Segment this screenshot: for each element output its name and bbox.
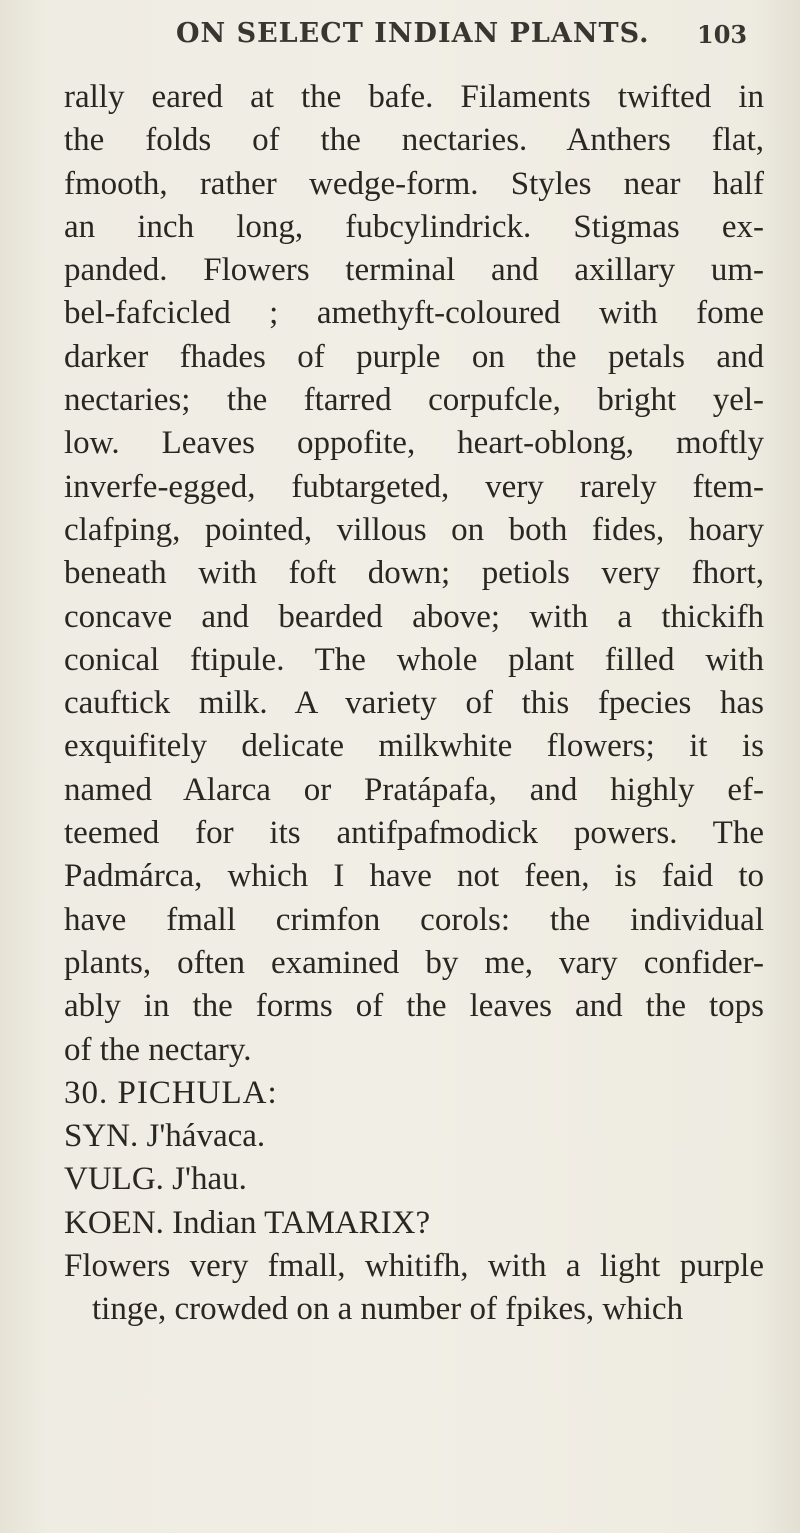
text-line: the folds of the nectaries. Anthers flat, (64, 122, 764, 159)
text-line: Flowers very fmall, whitifh, with a light purple (64, 1248, 764, 1285)
entry-heading: 30. PICHULA: (64, 1074, 278, 1111)
text-line: inverfe-egged, fubtargeted, very rarely ftem- (64, 468, 764, 505)
text-line: bel-fafcicled ; amethyft-coloured with fome (64, 295, 764, 332)
text-line: have fmall crimfon corols: the individual (64, 901, 764, 938)
text-line: of the nectary. (64, 1031, 252, 1068)
text-line: panded. Flowers terminal and axillary um- (64, 252, 764, 289)
text-line: conical ftipule. The whole plant filled with (64, 641, 764, 678)
text-line: plants, often examined by me, vary confider- (64, 944, 764, 981)
text-line: exquifitely delicate milkwhite flowers; it is (64, 728, 764, 765)
koenig-name-line: KOEN. Indian TAMARIX? (64, 1204, 431, 1241)
running-title: ON SELECT INDIAN PLANTS. (176, 18, 650, 49)
page-header (0, 18, 800, 58)
text-line: Padmárca, which I have not feen, is faid to (64, 858, 764, 895)
text-line: cauftick milk. A variety of this fpecies has (64, 685, 764, 722)
text-line: ably in the forms of the leaves and the tops (64, 988, 764, 1025)
text-line: nectaries; the ftarred corpufcle, bright yel- (64, 382, 764, 419)
text-line: fmooth, rather wedge-form. Styles near half (64, 165, 764, 202)
synonym-line: SYN. J'hávaca. (64, 1118, 266, 1155)
text-line: named Alarca or Pratápafa, and highly ef- (64, 771, 764, 808)
text-line: rally eared at the bafe. Filaments twifted in (64, 79, 764, 115)
text-line: teemed for its antifpafmodick powers. The (64, 815, 764, 852)
text-line: beneath with foft down; petiols very fhort, (64, 555, 764, 592)
text-line: clafping, pointed, villous on both fides, hoary (64, 511, 764, 548)
vulgar-name-line: VULG. J'hau. (64, 1161, 247, 1198)
page-number: 103 (697, 20, 748, 49)
body-text (64, 76, 764, 1332)
text-line: low. Leaves oppofite, heart-oblong, moftly (64, 425, 764, 462)
text-line: an inch long, fubcylindrick. Stigmas ex- (64, 208, 764, 245)
text-line: concave and bearded above; with a thickifh (64, 598, 764, 635)
text-line: tinge, crowded on a number of fpikes, which (92, 1291, 684, 1328)
text-line: darker fhades of purple on the petals and (64, 338, 764, 375)
